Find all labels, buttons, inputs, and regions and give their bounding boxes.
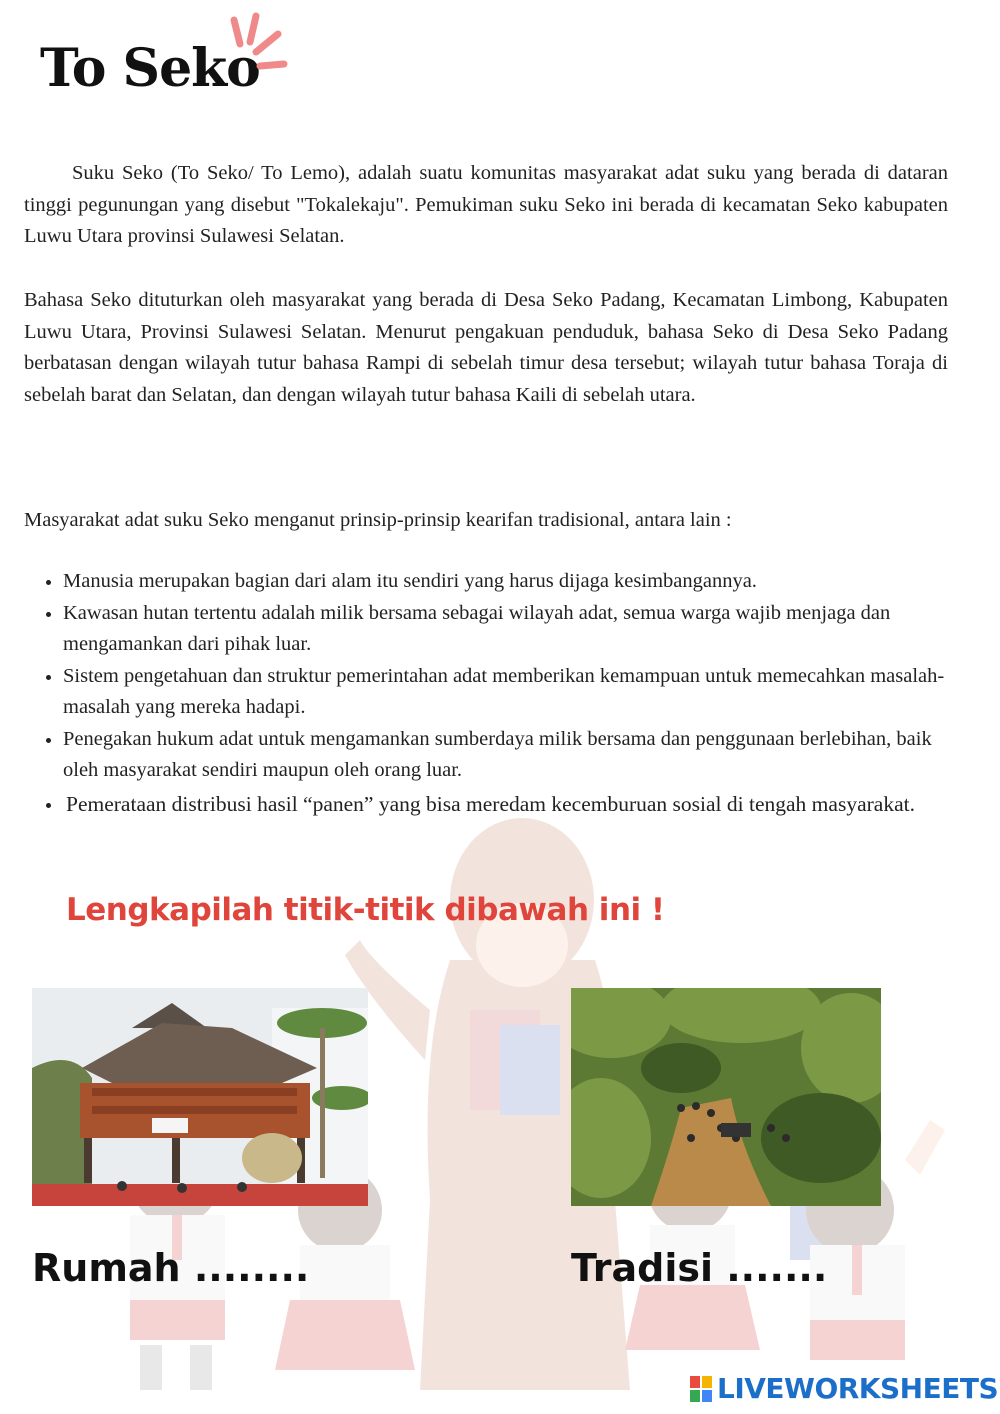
list-item: Penegakan hukum adat untuk mengamankan sumberdaya milik bersama dan penggunaan berlebihan, baik oleh masyarakat sendiri maupun oleh orang luar. bbox=[40, 724, 960, 787]
list-item: Sistem pengetahuan dan struktur pemerintahan adat memberikan kemampuan untuk memecahkan masalah-masalah yang mereka hadapi. bbox=[40, 661, 960, 724]
traditional-house-photo bbox=[32, 988, 368, 1206]
intro-paragraph: Suku Seko (To Seko/ To Lemo), adalah suatu komunitas masyarakat adat suku yang berada di dataran tinggi pegunungan yang disebut "Tokalekaju". Pemukiman suku Seko ini berada di kecamatan Seko kabupaten Luwu Utara provinsi Sulawesi Selatan. bbox=[24, 162, 948, 247]
list-item: Kawasan hutan tertentu adalah milik bersama sebagai wilayah adat, semua warga wajib menjaga dan mengamankan dari pihak luar. bbox=[40, 598, 960, 661]
tradisi-fill-in-label: Tradisi ....... bbox=[571, 1246, 828, 1290]
exercise-instruction: Lengkapilah titik-titik dibawah ini ! bbox=[66, 892, 665, 928]
language-paragraph: Bahasa Seko dituturkan oleh masyarakat yang berada di Desa Seko Padang, Kecamatan Limbong, Kabupaten Luwu Utara, Provinsi Sulawesi Selatan. Menurut pengakuan penduduk, bahasa Seko di Desa Seko Padang berbatasan dengan wilayah tutur bahasa Rampi di sebelah timur desa tersebut; wilayah tutur bahasa Toraja di sebelah barat dan Selatan, dan dengan wilayah tutur bahasa Kaili di sebelah utara. bbox=[24, 289, 948, 406]
list-item: Manusia merupakan bagian dari alam itu sendiri yang harus dijaga kesimbangannya. bbox=[40, 566, 960, 598]
page-title: To Seko bbox=[40, 38, 260, 99]
rumah-fill-in-label: Rumah ........ bbox=[32, 1246, 310, 1290]
tradition-procession-photo bbox=[571, 988, 881, 1206]
principles-list bbox=[40, 566, 960, 820]
liveworksheets-brand[interactable] bbox=[690, 1372, 998, 1405]
liveworksheets-logo-icon bbox=[690, 1374, 714, 1404]
title-decoration-icon bbox=[226, 10, 296, 80]
brand-name: LIVEWORKSHEETS bbox=[717, 1372, 999, 1405]
principles-intro: Masyarakat adat suku Seko menganut prinsip-prinsip kearifan tradisional, antara lain : bbox=[24, 509, 732, 531]
list-item: Pemerataan distribusi hasil “panen” yang bisa meredam kecemburuan sosial di tengah masyarakat. bbox=[40, 789, 960, 821]
